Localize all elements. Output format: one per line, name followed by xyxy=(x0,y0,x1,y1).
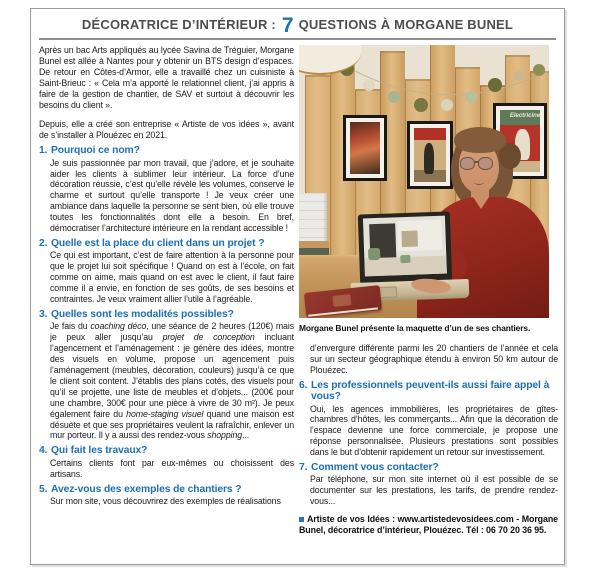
question-title: Avez-vous des exemples de chantiers ? xyxy=(51,483,242,495)
title-suffix: QUESTIONS À MORGANE BUNEL xyxy=(298,17,514,32)
question-number: 1. xyxy=(39,145,48,157)
garland-ball xyxy=(363,79,375,91)
question-answer: Je fais du coaching déco, une séance de 2 heures (120€) mais je peux aller jusqu’au projet de conception incluant l’agencement et l’aménagement : je génère des idées, montre des visuels en volume, propose un agencement puis l’aménagement (meubles, décoration, couleurs) jusqu’à ce que le client soit content. J’établis des plans cotés, des visuels pour qu’il se projette, une liste de meubles et d’objets... (200€ pour une chambre, 300€ pour une pièce à vivre de 30 m²). Je peux également faire du home-staging visuel quand une maison est désuète et que ses propriétaires veulent la rafraîchir, enlever un mur porteur. Il y a aussi des rendez-vous shopping... xyxy=(50,321,294,441)
poster-title-text: Electricine xyxy=(509,113,541,119)
question-block xyxy=(299,462,558,507)
question-title: Les professionnels peuvent-ils aussi faire appel à vous? xyxy=(311,379,550,403)
contact-text: Artiste de vos Idées : www.artistedevosidees.com - Morgane Bunel, décoratrice d’intérieur, Plouézec. Tél : 06 70 20 36 95. xyxy=(299,514,558,535)
question-number: 3. xyxy=(39,308,48,320)
garland-ball xyxy=(533,64,545,76)
title-prefix: DÉCORATRICE D’INTÉRIEUR : xyxy=(81,17,276,32)
tile-wall xyxy=(299,193,327,243)
question-number: 2. xyxy=(39,238,48,249)
garland-ball xyxy=(488,78,502,92)
laptop-screen xyxy=(358,211,452,284)
question-block xyxy=(39,309,294,441)
question-number: 4. xyxy=(39,445,48,457)
question-block xyxy=(39,445,294,479)
render-plant-2 xyxy=(400,255,410,263)
portrait-photo xyxy=(299,45,549,318)
intro-paragraph-2: Depuis, elle a créé son entreprise « Artiste de vos idées », avant de s’installer à Plouézec en 2021. xyxy=(39,119,294,141)
question-heading xyxy=(39,238,294,249)
question-heading xyxy=(299,462,558,473)
question-answer: Je suis passionnée par mon travail, que j’adore, et je souhaite aider les clients à sublimer leur intérieur. La force d’une décoration réussie, c’est qu’elle révèle les volumes, conserve le charme et surtout qu’elle transporte ! Je veux créer une ambiance dans laquelle la personne se sent bien, où elle trouve toutes les fonctionnalités dont elle a besoin. En bref, démocratiser l’architecture intérieure en la rendant accessible ! xyxy=(50,157,294,234)
garland-ball xyxy=(465,91,477,103)
question-block xyxy=(39,238,294,305)
glasses-left-lens xyxy=(460,157,475,170)
contact-footer xyxy=(299,514,558,535)
question-title: Quelles sont les modalités possibles? xyxy=(51,308,234,320)
garland-ball xyxy=(441,99,453,111)
garland-ball xyxy=(388,91,400,103)
question-title: Quelle est la place du client dans un projet ? xyxy=(51,238,265,249)
question-number: 7. xyxy=(299,462,308,474)
question-block xyxy=(299,380,558,458)
question-heading xyxy=(299,380,558,403)
question-answer: Certains clients font par eux-mêmes ou choisissent des artisans. xyxy=(50,457,294,479)
poster-art xyxy=(350,122,380,174)
poster-figure xyxy=(424,143,435,174)
question-heading xyxy=(39,484,294,495)
question-title: Comment vous contacter? xyxy=(311,462,439,474)
question-number: 5. xyxy=(39,483,48,495)
title-number: 7 xyxy=(281,13,294,37)
question-title: Pourquoi ce nom? xyxy=(51,145,140,157)
photo-caption: Morgane Bunel présente la maquette d’un de ses chantiers. xyxy=(299,323,531,333)
article-title xyxy=(39,11,556,38)
question-list-right xyxy=(299,376,558,507)
garland-ball xyxy=(414,98,428,112)
question-answer: Oui, les agences immobilières, les propriétaires de gîtes-chambres d’hôtes, les commerçants... Afin que la décoration de l’espace devienne une force commerciale, je propose une réponse personnalisée. Plusieurs prestations sont possibles dans le but d’obtenir rapidement un retour sur investissement. xyxy=(310,403,558,458)
garland-ball xyxy=(514,71,524,81)
question-heading xyxy=(39,309,294,320)
question-answer: Sur mon site, vous découvrirez des exemples de réalisations xyxy=(50,495,281,506)
glasses-right-lens xyxy=(478,157,493,170)
question-block xyxy=(39,484,294,507)
render-plant xyxy=(368,248,380,260)
bullet-square-icon xyxy=(299,517,304,522)
poster-art xyxy=(414,128,446,182)
laptop-display-render xyxy=(363,216,447,277)
question-heading xyxy=(39,145,294,156)
notebook-emblem xyxy=(332,294,351,307)
article-columns xyxy=(39,45,556,535)
person-smile xyxy=(474,179,484,185)
intro-paragraph-1: Après un bac Arts appliqués au lycée Savina de Tréguier, Morgane Bunel est allée à Nantes pour y obtenir un BTS design d’espaces. De retour en Côtes-d’Armor, elle a travaillé chez un cuisiniste à Saint-Brieuc : « Cela m’a apporté le relationnel client, j’ai appris à faire de la gestion de chantier, de SAV et surtout à découvrir les besoins du client ». xyxy=(39,45,294,110)
render-furniture xyxy=(401,231,418,248)
person-hair-front xyxy=(454,127,506,153)
question-answer: Ce qui est important, c’est de faire attention à la personne pour que le projet lui soit spécifique ! Quand on est à l’école, on fait comme on aime, mais quand on est avec le client, il faut faire comme il a envie, en fonction de ses goûts, de ses besoins et contraintes. Je veux vraiment allier l’utile à l’agréable. xyxy=(50,250,294,305)
counter-ledge xyxy=(299,241,329,248)
left-column xyxy=(39,45,294,535)
question-number: 6. xyxy=(299,379,308,391)
question-list-left xyxy=(39,145,294,507)
article-frame xyxy=(30,8,565,565)
vintage-poster-middle xyxy=(407,121,453,189)
question-block xyxy=(39,145,294,234)
question-heading xyxy=(39,445,294,456)
vintage-poster-left xyxy=(343,115,387,181)
answer-continuation: d’envergure différente parmi les 20 chantiers de l’année et cela sur un secteur géographique étendu à environ 50 km autour de Plouézec. xyxy=(310,343,558,375)
question-answer: Par téléphone, sur mon site internet où il est possible de se documenter sur les prestations, les tarifs, de prendre rendez-vous... xyxy=(310,474,558,507)
title-divider xyxy=(39,38,556,40)
question-title: Qui fait les travaux? xyxy=(51,445,148,457)
right-column xyxy=(299,45,558,535)
glasses-bridge xyxy=(474,161,479,163)
